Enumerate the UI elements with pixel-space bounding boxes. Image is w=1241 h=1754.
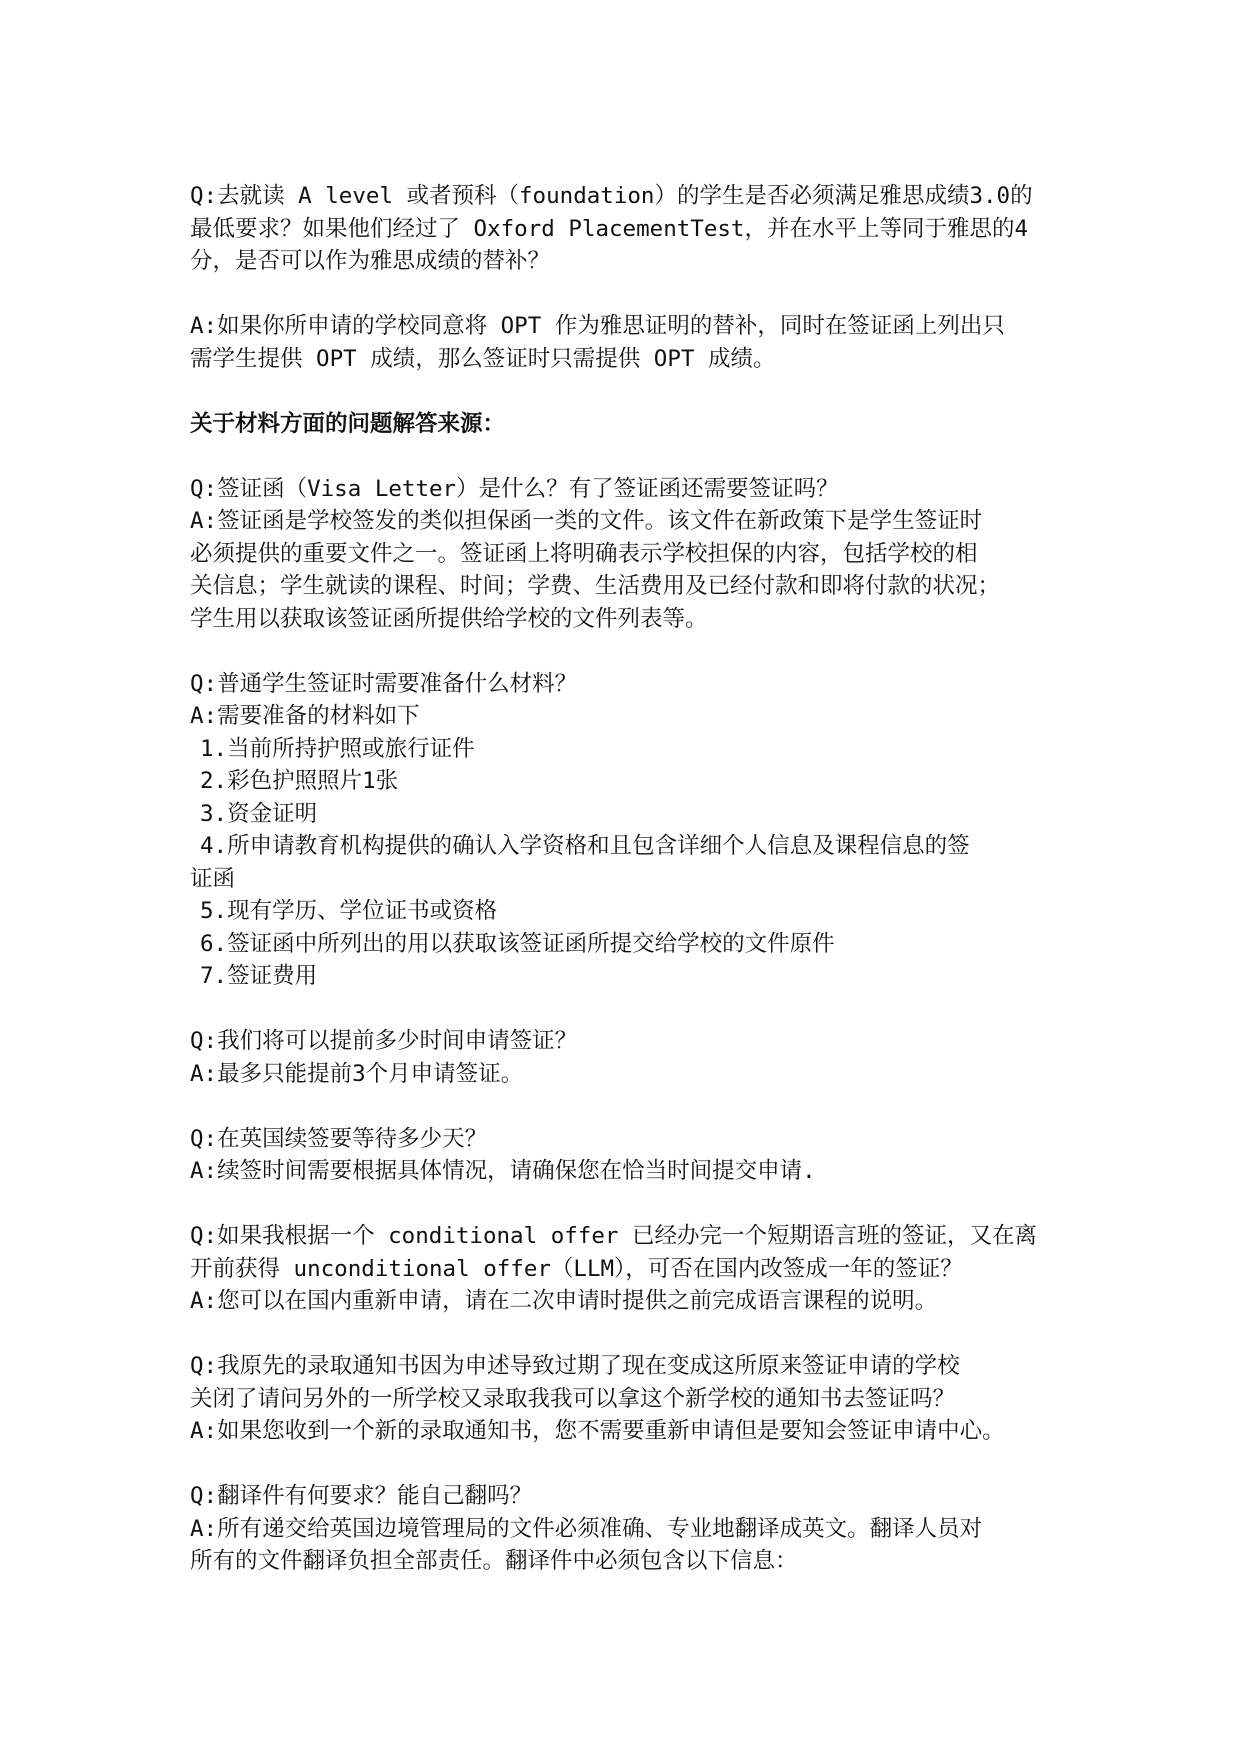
text-line: A:如果您收到一个新的录取通知书，您不需要重新申请但是要知会签证申请中心。 xyxy=(190,1418,1005,1444)
text-line: 最低要求？如果他们经过了 Oxford PlacementTest，并在水平上等同于雅思的4 xyxy=(190,215,1029,242)
list-item: 6.签证函中所列出的用以获取该签证函所提交给学校的文件原件 xyxy=(200,930,835,957)
text-line: 需学生提供 OPT 成绩，那么签证时只需提供 OPT 成绩。 xyxy=(190,345,776,372)
list-item: 4.所申请教育机构提供的确认入学资格和且包含详细个人信息及课程信息的签 xyxy=(200,833,970,859)
text-line: A:如果你所申请的学校同意将 OPT 作为雅思证明的替补，同时在签证函上列出只 xyxy=(190,313,1005,339)
qa-visa-letter xyxy=(190,473,1090,636)
text-line: 关信息；学生就读的课程、时间；学费、生活费用及已经付款和即将付款的状况； xyxy=(190,573,1001,599)
qa-expired-offer xyxy=(190,1350,1090,1448)
text-line: 开前获得 unconditional offer（LLM），可否在国内改签成一年的签证？ xyxy=(190,1255,963,1282)
list-item: 5.现有学历、学位证书或资格 xyxy=(200,898,498,924)
list-item: 2.彩色护照照片1张 xyxy=(200,768,399,794)
text-line: Q:去就读 A level 或者预科（foundation）的学生是否必须满足雅思成绩3.0的 xyxy=(190,183,1033,209)
text-line: A:需要准备的材料如下 xyxy=(190,703,420,729)
text-line: 分，是否可以作为雅思成绩的替补？ xyxy=(190,248,551,274)
qa-materials xyxy=(190,668,1090,993)
text-line: A:所有递交给英国边境管理局的文件必须准确、专业地翻译成英文。翻译人员对 xyxy=(190,1515,983,1542)
text-line: 学生用以获取该签证函所提供给学校的文件列表等。 xyxy=(190,605,708,632)
text-line: Q:签证函（Visa Letter）是什么？有了签证函还需要签证吗？ xyxy=(190,475,839,502)
text-line: 所有的文件翻译负担全部责任。翻译件中必须包含以下信息： xyxy=(190,1548,798,1574)
text-line: Q:如果我根据一个 conditional offer 已经办完一个短期语言班的签证，又在离 xyxy=(190,1223,1037,1249)
text-line: A:签证函是学校签发的类似担保函一类的文件。该文件在新政策下是学生签证时 xyxy=(190,508,983,534)
qa-renewal-wait xyxy=(190,1123,1090,1188)
text-line: A:续签时间需要根据具体情况，请确保您在恰当时间提交申请. xyxy=(190,1158,816,1184)
text-line: 必须提供的重要文件之一。签证函上将明确表示学校担保的内容，包括学校的相 xyxy=(190,540,978,567)
qa-translation xyxy=(190,1480,1090,1578)
text-line: Q:翻译件有何要求？能自己翻吗？ xyxy=(190,1483,533,1509)
qa-oxford-placement xyxy=(190,180,1090,278)
list-item: 7.签证费用 xyxy=(200,963,318,989)
document-page xyxy=(190,180,1090,1578)
list-item-continuation: 证函 xyxy=(190,865,236,892)
list-item: 1.当前所持护照或旅行证件 xyxy=(200,735,475,762)
qa-advance-time xyxy=(190,1025,1090,1090)
text-line: Q:我们将可以提前多少时间申请签证？ xyxy=(190,1028,578,1054)
text-line: Q:普通学生签证时需要准备什么材料？ xyxy=(190,670,578,697)
text-line: Q:我原先的录取通知书因为申述导致过期了现在变成这所原来签证申请的学校 xyxy=(190,1353,960,1379)
section-heading: 关于材料方面的问题解答来源： xyxy=(190,410,506,437)
list-item: 3.资金证明 xyxy=(200,800,318,827)
text-line: 关闭了请问另外的一所学校又录取我我可以拿这个新学校的通知书去签证吗？ xyxy=(190,1385,956,1412)
qa-conditional-offer xyxy=(190,1220,1090,1318)
text-line: Q:在英国续签要等待多少天？ xyxy=(190,1125,488,1152)
text-line: A:您可以在国内重新申请，请在二次申请时提供之前完成语言课程的说明。 xyxy=(190,1288,938,1314)
text-line: A:最多只能提前3个月申请签证。 xyxy=(190,1060,524,1087)
answer-opt xyxy=(190,310,1090,375)
